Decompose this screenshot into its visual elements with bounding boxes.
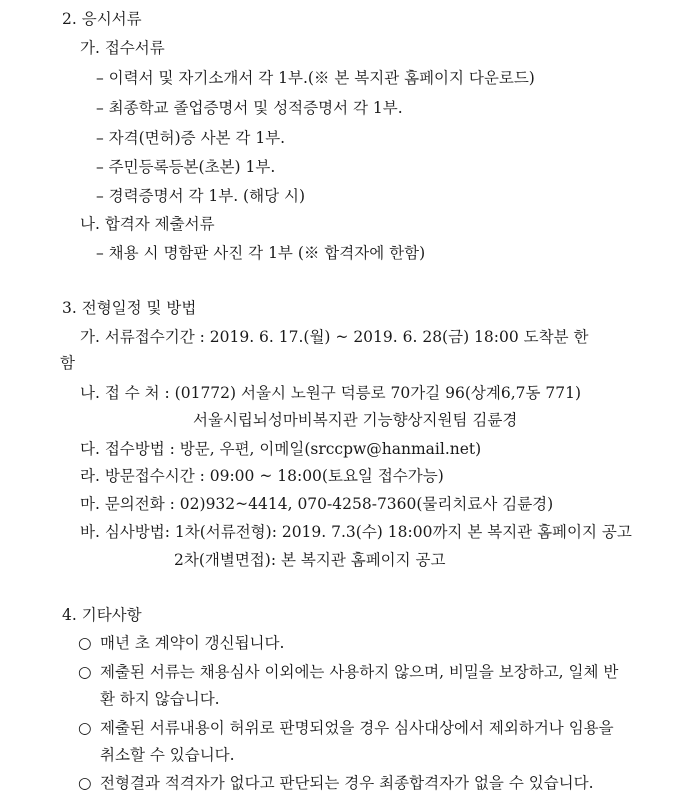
notice-item: 전형결과 적격자가 없다고 판단되는 경우 최종합격자가 없을 수 있습니다. (100, 774, 594, 792)
bullet-icon: ○ (78, 663, 92, 681)
contact-phone: 마. 문의전화 : 02)932~4414, 070-4258-7360(물리치료사 김륜경) (80, 495, 554, 513)
screening-method: 바. 심사방법: 1차(서류전형): 2019. 7.3(수) 18:00까지 본 복지관 홈페이지 공고 (80, 523, 632, 541)
visit-hours: 라. 방문접수시간 : 09:00 ~ 18:00(토요일 접수가능) (80, 467, 444, 485)
list-item: – 최종학교 졸업증명서 및 성적증명서 각 1부. (96, 99, 403, 117)
submission-method: 다. 접수방법 : 방문, 우편, 이메일(srccpw@hanmail.net) (80, 440, 482, 458)
reception-contact-person: 서울시립뇌성마비복지관 기능향상지원팀 김륜경 (193, 411, 518, 429)
list-item: – 이력서 및 자기소개서 각 1부.(※ 본 복지관 홈페이지 다운로드) (96, 69, 535, 87)
notice-item: 제출된 서류내용이 허위로 판명되었을 경우 심사대상에서 제외하거나 임용을 (100, 719, 614, 737)
subsection-ga-title: 가. 접수서류 (80, 39, 165, 57)
notice-item: 제출된 서류는 채용심사 이외에는 사용하지 않으며, 비밀을 보장하고, 일체 반 (100, 663, 619, 681)
bullet-icon: ○ (78, 634, 92, 652)
reception-address: 나. 접 수 처 : (01772) 서울시 노원구 덕릉로 70가길 96(상계6,7동 771) (80, 384, 582, 402)
bullet-icon: ○ (78, 774, 92, 792)
section-4-heading: 4. 기타사항 (62, 606, 142, 624)
section-2-heading: 2. 응시서류 (62, 10, 142, 28)
list-item: – 주민등록등본(초본) 1부. (96, 158, 276, 176)
list-item: – 자격(면허)증 사본 각 1부. (96, 129, 286, 147)
list-item: – 채용 시 명함판 사진 각 1부 (※ 합격자에 한함) (96, 244, 426, 262)
notice-item-continued: 환 하지 않습니다. (100, 690, 220, 708)
subsection-na-title: 나. 합격자 제출서류 (80, 215, 215, 233)
list-item: – 경력증명서 각 1부. (해당 시) (96, 187, 305, 205)
screening-method-stage2: 2차(개별면접): 본 복지관 홈페이지 공고 (174, 551, 446, 569)
notice-item-continued: 취소할 수 있습니다. (100, 746, 235, 764)
section-3-heading: 3. 전형일정 및 방법 (62, 299, 197, 317)
application-period: 가. 서류접수기간 : 2019. 6. 17.(월) ~ 2019. 6. 28(금) 18:00 도착분 한 (80, 328, 589, 346)
notice-item: 매년 초 계약이 갱신됩니다. (100, 634, 285, 652)
bullet-icon: ○ (78, 719, 92, 737)
application-period-continued: 함 (60, 354, 75, 372)
